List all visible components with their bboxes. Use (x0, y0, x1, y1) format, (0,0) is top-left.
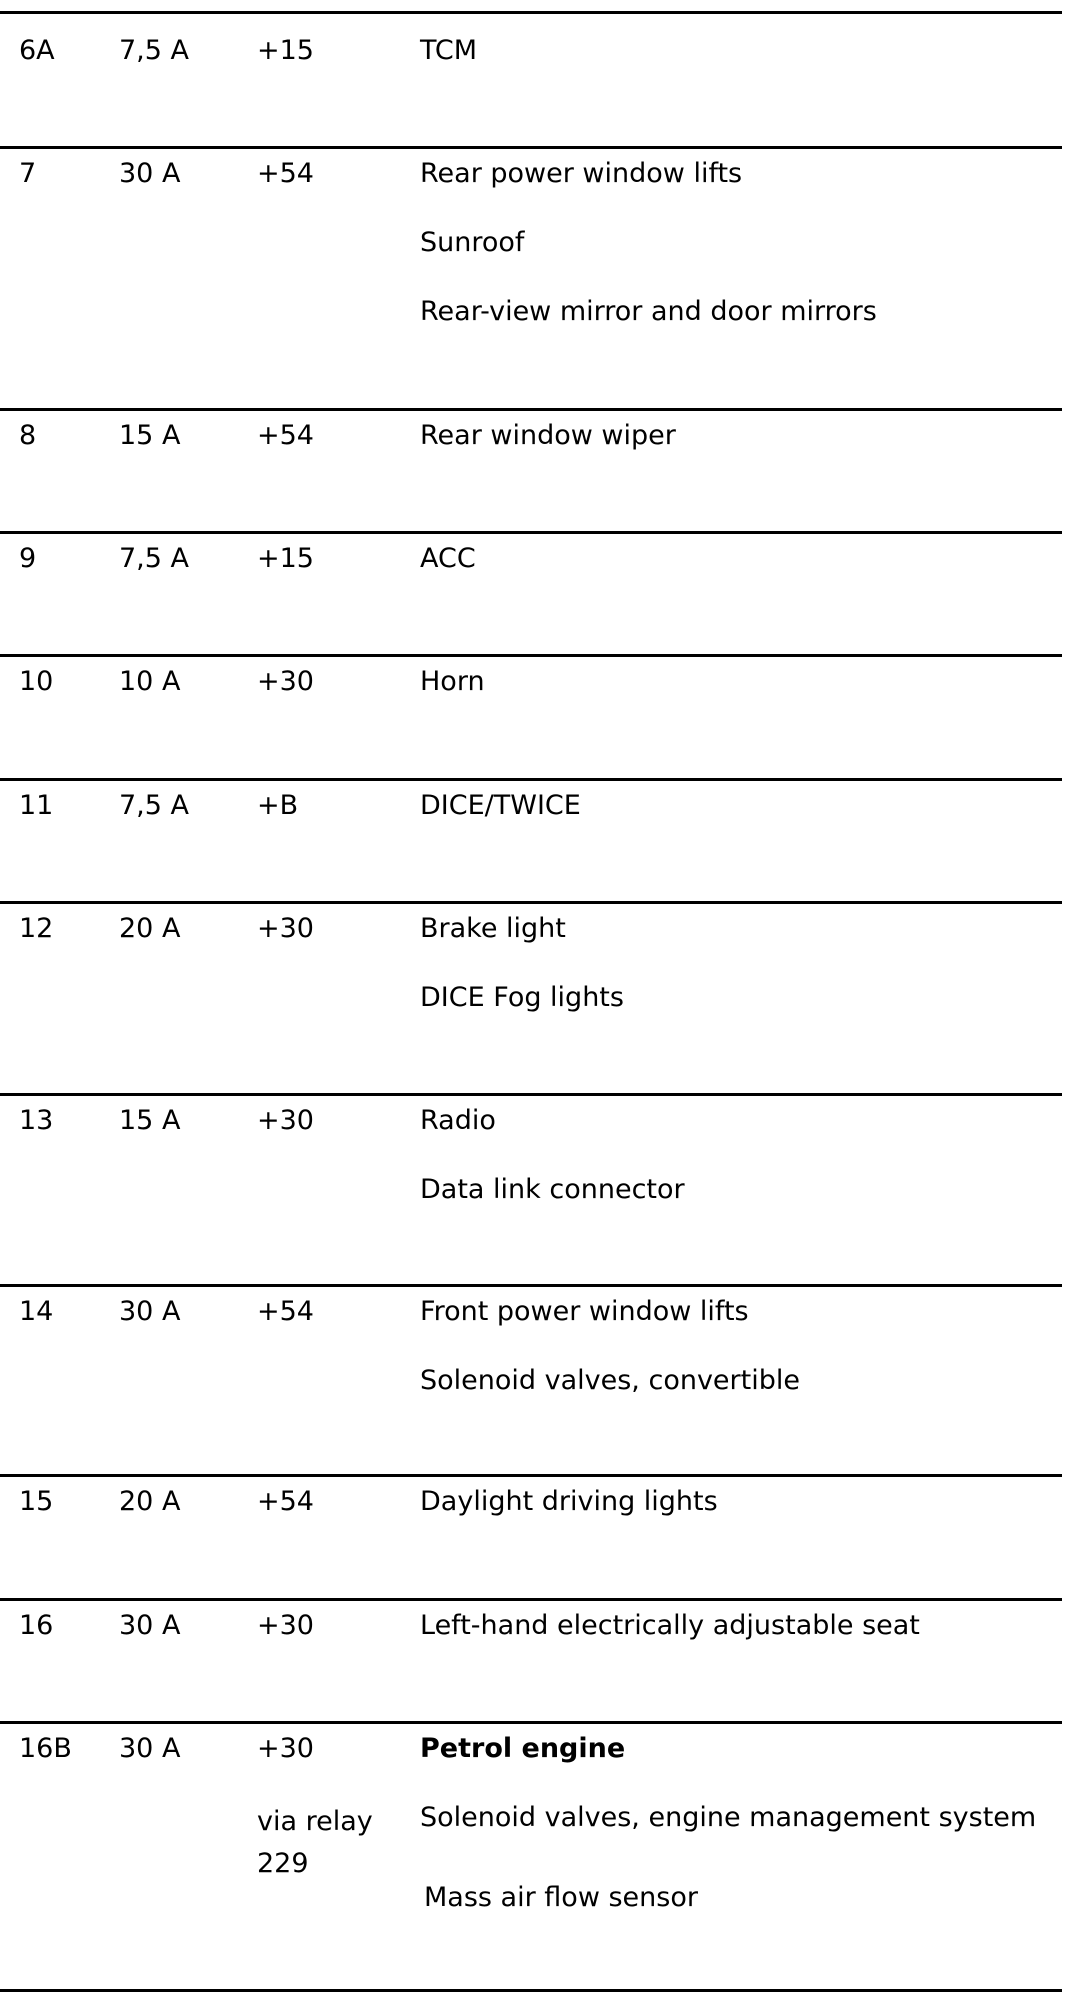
table-rule (0, 1284, 1062, 1287)
fuse-number: 9 (19, 543, 37, 574)
table-rule (0, 146, 1062, 149)
fuse-number: 15 (19, 1486, 54, 1517)
table-rule (0, 778, 1062, 781)
fuse-amperage: 15 A (119, 1105, 181, 1136)
fuse-number: 12 (19, 913, 54, 944)
consumer-text: Horn (420, 666, 485, 697)
consumer-text: Data link connector (420, 1174, 685, 1205)
consumer-text: TCM (420, 35, 478, 66)
fuse-number: 6A (19, 35, 55, 66)
fuse-amperage: 30 A (119, 158, 181, 189)
fuse-amperage: 7,5 A (119, 35, 189, 66)
fuse-terminal: +30 (257, 913, 314, 944)
consumer-text: Rear power window lifts (420, 158, 743, 189)
table-rule (0, 1474, 1062, 1477)
fuse-amperage: 20 A (119, 913, 181, 944)
fuse-amperage: 10 A (119, 666, 181, 697)
consumer-text: DICE Fog lights (420, 982, 624, 1013)
fuse-terminal: +15 (257, 543, 314, 574)
table-rule (0, 11, 1062, 14)
table-rule (0, 654, 1062, 657)
fuse-amperage: 7,5 A (119, 543, 189, 574)
fuse-number: 14 (19, 1296, 54, 1327)
fuse-amperage: 7,5 A (119, 790, 189, 821)
fuse-terminal: +15 (257, 35, 314, 66)
table-rule (0, 408, 1062, 411)
fuse-number: 8 (19, 420, 37, 451)
fuse-number: 13 (19, 1105, 54, 1136)
table-rule (0, 1598, 1062, 1601)
fuse-terminal: +30 (257, 1733, 314, 1764)
fuse-amperage: 15 A (119, 420, 181, 451)
table-rule (0, 1721, 1062, 1724)
table-rule (0, 531, 1062, 534)
fuse-amperage: 30 A (119, 1733, 181, 1764)
table-rule (0, 1989, 1062, 1992)
fuse-terminal-note: via relay 229 (257, 1806, 373, 1879)
consumer-text: Brake light (420, 913, 566, 944)
consumer-text: ACC (420, 543, 476, 574)
consumer-text: DICE/TWICE (420, 790, 581, 821)
fuse-number: 16B (19, 1733, 72, 1764)
table-rule (0, 901, 1062, 904)
consumer-text: Radio (420, 1105, 496, 1136)
consumer-text: Rear window wiper (420, 420, 676, 451)
fuse-terminal: +54 (257, 420, 314, 451)
fuse-terminal: +54 (257, 1486, 314, 1517)
consumer-text: Front power window lifts (420, 1296, 749, 1327)
fuse-terminal: +30 (257, 1105, 314, 1136)
consumer-text: Sunroof (420, 227, 525, 258)
fuse-amperage: 30 A (119, 1610, 181, 1641)
fuse-number: 16 (19, 1610, 54, 1641)
fuse-terminal: +30 (257, 1610, 314, 1641)
fuse-number: 11 (19, 790, 54, 821)
consumer-text: Solenoid valves, convertible (420, 1365, 800, 1396)
fuse-amperage: 30 A (119, 1296, 181, 1327)
consumer-text: Solenoid valves, engine management system (420, 1802, 1037, 1833)
fuse-number: 7 (19, 158, 37, 189)
fuse-number: 10 (19, 666, 54, 697)
consumer-text: Daylight driving lights (420, 1486, 718, 1517)
fuse-terminal: +B (257, 790, 299, 821)
consumer-text: Mass air flow sensor (424, 1882, 698, 1913)
fuse-terminal: +54 (257, 1296, 314, 1327)
table-rule (0, 1093, 1062, 1096)
consumer-text: Left-hand electrically adjustable seat (420, 1610, 920, 1641)
fuse-amperage: 20 A (119, 1486, 181, 1517)
consumer-heading: Petrol engine (420, 1733, 626, 1764)
fuse-terminal: +54 (257, 158, 314, 189)
consumer-text: Rear-view mirror and door mirrors (420, 296, 877, 327)
fuse-terminal: +30 (257, 666, 314, 697)
